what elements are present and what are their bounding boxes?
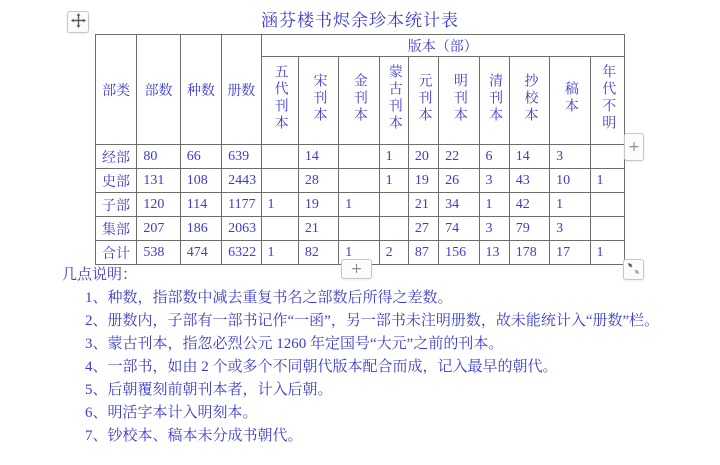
- note-item: 4、一部书，如由 2 个或多个不同朝代版本配合而成，记入最早的朝代。: [85, 359, 558, 375]
- page-title: 涵芬楼书烬余珍本统计表: [261, 11, 459, 30]
- cell: 82: [298, 241, 338, 265]
- cell: 22: [439, 145, 479, 169]
- row-label: 经部: [96, 145, 137, 169]
- cell: 87: [408, 241, 438, 265]
- col-header-titles: 种数: [180, 35, 221, 145]
- cell: 1: [339, 241, 379, 265]
- cell: 79: [509, 217, 549, 241]
- cell: [261, 145, 298, 169]
- row-label: 集部: [96, 217, 137, 241]
- note-item: 5、后朝覆刻前朝刊本者，计入后朝。: [85, 382, 333, 398]
- cell: 207: [137, 217, 180, 241]
- cell: [379, 193, 408, 217]
- cell: 6: [479, 145, 509, 169]
- cell: 1177: [222, 193, 261, 217]
- note-item: 1、种数，指部数中减去重复书名之部数后所得之差数。: [85, 290, 453, 306]
- col-header-qing: 清刊本: [479, 57, 509, 145]
- cell: 21: [408, 193, 438, 217]
- col-header-menggu: 蒙古刊本: [379, 57, 408, 145]
- cell: [339, 217, 379, 241]
- row-label: 子部: [96, 193, 137, 217]
- cell: 1: [261, 241, 298, 265]
- table-row: [96, 169, 625, 193]
- cell: 1: [550, 193, 590, 217]
- statistics-table: [95, 34, 625, 265]
- col-header-category: 部类: [96, 35, 137, 145]
- col-header-song: 宋刊本: [298, 57, 338, 145]
- notes-section: [62, 264, 670, 448]
- cell: 14: [298, 145, 338, 169]
- note-item: 7、钞校本、稿本未分成书朝代。: [85, 428, 303, 444]
- cell: [261, 169, 298, 193]
- cell: 21: [298, 217, 338, 241]
- cell: 186: [180, 217, 221, 241]
- cell: 120: [137, 193, 180, 217]
- cell: 10: [550, 169, 590, 193]
- col-header-yuan: 元刊本: [408, 57, 438, 145]
- cell: 43: [509, 169, 549, 193]
- cell: [339, 145, 379, 169]
- table-row: [96, 193, 625, 217]
- cell: 1: [479, 193, 509, 217]
- cell: 1: [590, 241, 624, 265]
- cell: 20: [408, 145, 438, 169]
- cell: 13: [479, 241, 509, 265]
- col-header-jin: 金刊本: [339, 57, 379, 145]
- cell: 639: [222, 145, 261, 169]
- cell: [379, 217, 408, 241]
- note-item: 2、册数内，子部有一部书记作“一函”，另一部书未注明册数，故未能统计入“册数”栏。: [85, 313, 660, 329]
- row-label: 合计: [96, 241, 137, 265]
- cell: [590, 193, 624, 217]
- cell: 66: [180, 145, 221, 169]
- cell: 17: [550, 241, 590, 265]
- cell: 19: [298, 193, 338, 217]
- note-item: 6、明活字本计入明刻本。: [85, 405, 258, 421]
- cell: 1: [590, 169, 624, 193]
- cell: 108: [180, 169, 221, 193]
- cell: 26: [439, 169, 479, 193]
- cell: 178: [509, 241, 549, 265]
- plus-icon: +: [350, 261, 363, 277]
- cell: 14: [509, 145, 549, 169]
- cell: 1: [261, 193, 298, 217]
- cell: [339, 169, 379, 193]
- col-header-volumes: 册数: [222, 35, 261, 145]
- cell: 114: [180, 193, 221, 217]
- cell: 1: [379, 169, 408, 193]
- note-item: 3、蒙古刊本，指忽必烈公元 1260 年定国号“大元”之前的刊本。: [85, 336, 504, 352]
- cell: 27: [408, 217, 438, 241]
- cell: 6322: [222, 241, 261, 265]
- table-row: [96, 217, 625, 241]
- move-icon: [71, 13, 86, 32]
- cell: 80: [137, 145, 180, 169]
- cell: 3: [479, 169, 509, 193]
- table-row: [96, 145, 625, 169]
- table-move-handle[interactable]: [67, 11, 89, 33]
- col-header-wudai: 五代刊本: [261, 57, 298, 145]
- cell: 131: [137, 169, 180, 193]
- cell: [590, 217, 624, 241]
- col-header-works: 部数: [137, 35, 180, 145]
- cell: 156: [439, 241, 479, 265]
- cell: 1: [339, 193, 379, 217]
- cell: 19: [408, 169, 438, 193]
- cell: 74: [439, 217, 479, 241]
- col-header-edition-group: 版本（部）: [261, 35, 625, 57]
- col-header-ming: 明刊本: [439, 57, 479, 145]
- cell: 2: [379, 241, 408, 265]
- cell: 1: [379, 145, 408, 169]
- cell: 3: [550, 145, 590, 169]
- cell: 3: [550, 217, 590, 241]
- col-header-gaoben: 稿本: [550, 57, 590, 145]
- add-row-button[interactable]: [624, 133, 644, 161]
- col-header-unknown: 年代不明: [590, 57, 624, 145]
- plus-icon: +: [628, 139, 640, 155]
- cell: 28: [298, 169, 338, 193]
- cell: [590, 145, 624, 169]
- row-label: 史部: [96, 169, 137, 193]
- cell: 2063: [222, 217, 261, 241]
- notes-heading: 几点说明：: [62, 267, 138, 283]
- cell: 538: [137, 241, 180, 265]
- cell: 3: [479, 217, 509, 241]
- col-header-chaojiao: 抄校本: [509, 57, 549, 145]
- cell: 2443: [222, 169, 261, 193]
- cell: 474: [180, 241, 221, 265]
- cell: 42: [509, 193, 549, 217]
- cell: 34: [439, 193, 479, 217]
- cell: [261, 217, 298, 241]
